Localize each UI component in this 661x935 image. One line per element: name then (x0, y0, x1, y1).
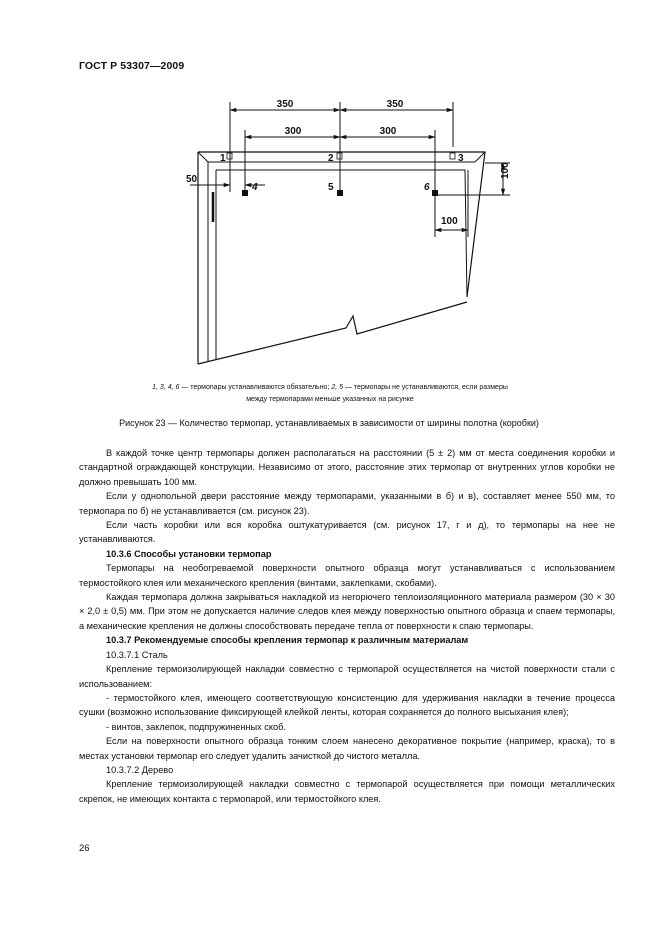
figure-note-line-1: 1, 3, 4, 6 — термопары устанавливаются обязательно; 2, 5 — термопары не устанавливаются, если размеры (152, 384, 508, 391)
dim-top-1: 350 (276, 99, 294, 110)
list-item: - термостойкого клея, имеющего соответствующую консистенцию для удерживания накладки в течение процесса сушки (возможно использование фиксирующей клейкой ленты, которая сохраняется до полного высыхания клея); (79, 692, 615, 718)
dim-top-2: 350 (386, 99, 404, 110)
thermocouple-3 (450, 153, 455, 159)
dim-right: 100 (500, 162, 511, 179)
thermocouple-6 (432, 190, 438, 196)
section-heading: 10.3.6 Способы установки термопар (106, 548, 272, 559)
paragraph: В каждой точке центр термопары должен располагаться на расстоянии (5 ± 2) мм от места соединения коробки и стандартной ограждающей конструкции. Независимо от этого, расстояние этих термопар от внутренних углов коробки не должно превышать 100 мм. (79, 448, 615, 487)
tc-label-1: 1 (220, 153, 226, 164)
dim-bottom: 100 (441, 216, 458, 227)
page-number: 26 (79, 843, 90, 854)
tc-label-5: 5 (328, 182, 334, 193)
dim-mid-2: 300 (379, 126, 397, 137)
thermocouple-5 (337, 190, 343, 196)
document-header: ГОСТ Р 53307—2009 (79, 60, 185, 72)
paragraph: Если на поверхности опытного образца тонким слоем нанесено декоративное покрытие (например, краска), то в местах установки термопар его следует удалить зачисткой до чистого металла. (79, 736, 615, 761)
subsection-heading: 10.3.7.1 Сталь (106, 649, 168, 660)
door-frame-bottom (198, 302, 467, 364)
tc-label-2: 2 (328, 153, 334, 164)
tc-label-3: 3 (458, 153, 464, 164)
paragraph: Каждая термопара должна закрываться накладкой из негорючего теплоизоляционного материала размером (30 × 30 × 2,0 ± 0,5) мм. При этом не допускается наличие следов клея между поверхностью опытного образца и спаем термопары, а механические крепления не должны способствовать передаче тепла от поверхности к спаю термопары. (79, 592, 615, 631)
paragraph: Если часть коробки или вся коробка оштукатуривается (см. рисунок 17, г и д), то термопары на нее не устанавливаются. (79, 520, 615, 545)
dim-mid-1: 300 (284, 126, 302, 137)
paragraph: Крепление термоизолирующей накладки совместно с термопарой осуществляется при помощи металлических скрепок, не имеющих контакта с термопарой, или термостойкого клея. (79, 779, 615, 804)
figure-23-diagram (170, 92, 515, 372)
paragraph: Крепление термоизолирующей накладки совместно с термопарой осуществляется на чистой поверхности стали с использованием: (79, 664, 615, 689)
tc-label-6: 6 (424, 182, 430, 193)
subsection-heading: 10.3.7.2 Дерево (106, 764, 174, 775)
thermocouple-4 (242, 190, 248, 196)
figure-caption: Рисунок 23 — Количество термопар, устанавливаемых в зависимости от ширины полотна (коробки) (119, 418, 539, 428)
section-heading: 10.3.7 Рекомендуемые способы крепления термопар к различным материалам (106, 635, 469, 646)
figure-note-line-2: между термопарами меньше указанных на рисунке (246, 396, 414, 403)
dim-left: 50 (186, 174, 198, 185)
paragraph: Термопары на необогреваемой поверхности опытного образца могут устанавливаться с использованием термостойкого клея или механического крепления (винтами, заклепками, скобами). (79, 563, 615, 588)
list-item: - винтов, заклепок, подпружиненных скоб. (106, 721, 286, 732)
body-text (79, 446, 615, 806)
tc-label-4: 4 (252, 182, 258, 193)
paragraph: Если у однопольной двери расстояние между термопарами, указанными в б) и в), составляет менее 550 мм, то термопара по б) не устанавливается (см. рисунок 23). (79, 491, 615, 516)
